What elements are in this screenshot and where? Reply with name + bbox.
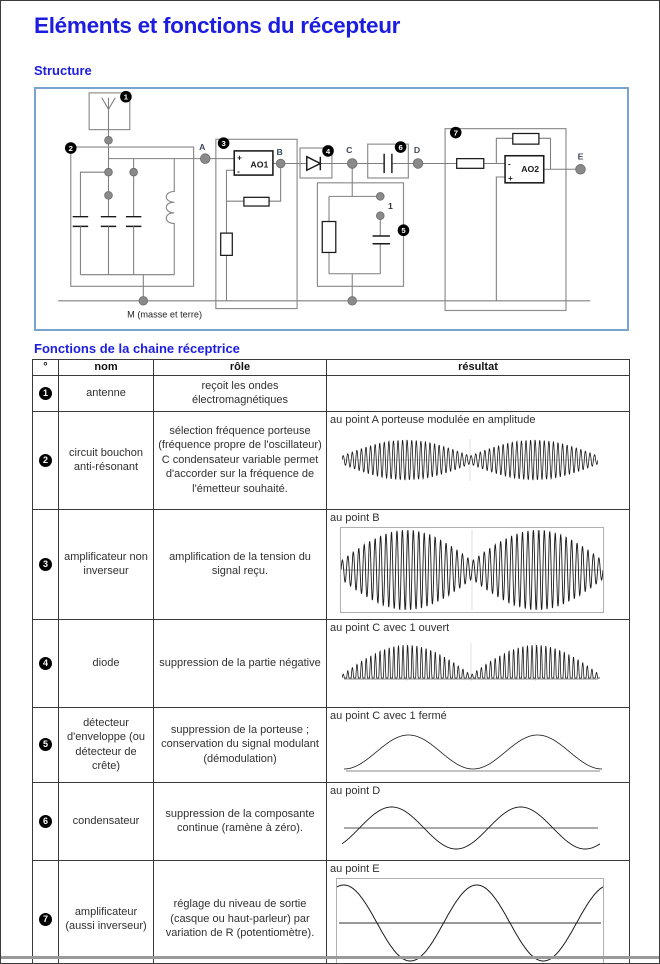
result-label: au point C avec 1 ouvert bbox=[330, 621, 450, 634]
table-row bbox=[33, 411, 630, 509]
node-label-c: C bbox=[346, 144, 353, 155]
row-number-cell bbox=[33, 619, 59, 707]
ao2-minus: - bbox=[507, 159, 511, 169]
amplifier-2 bbox=[423, 129, 576, 311]
header-nom: nom bbox=[59, 360, 154, 376]
svg-text:1: 1 bbox=[123, 92, 129, 102]
component-name-cell: antenne bbox=[59, 375, 154, 411]
circuit-diagram bbox=[34, 87, 629, 331]
node-label-a: A bbox=[199, 141, 206, 152]
result-label: au point B bbox=[330, 511, 380, 524]
table-row bbox=[33, 619, 630, 707]
svg-text:2: 2 bbox=[68, 143, 73, 153]
circuit-badge-6 bbox=[395, 141, 407, 153]
row-number-badge: 1 bbox=[39, 387, 52, 400]
structure-heading: Structure bbox=[34, 63, 92, 78]
node-label-b: B bbox=[276, 146, 283, 157]
row-number-cell bbox=[33, 707, 59, 782]
switch-contact-top bbox=[376, 192, 384, 200]
functions-table bbox=[32, 359, 630, 964]
component-name-cell: diode bbox=[59, 619, 154, 707]
row-number-badge: 4 bbox=[39, 657, 52, 670]
page-break-line bbox=[1, 956, 659, 959]
circuit-badge-5 bbox=[398, 224, 410, 236]
table-row bbox=[33, 860, 630, 964]
circuit-badge-2 bbox=[65, 142, 77, 154]
ao1-plus: + bbox=[237, 153, 242, 163]
row-number-badge: 7 bbox=[39, 913, 52, 926]
circuit-svg bbox=[36, 89, 623, 325]
role-cell: suppression de la partie négative bbox=[154, 619, 327, 707]
waveform-figure bbox=[342, 641, 600, 683]
circuit-badge-1 bbox=[120, 91, 132, 103]
table-row bbox=[33, 509, 630, 619]
circuit-badge-4 bbox=[322, 145, 334, 157]
waveform-figure bbox=[340, 527, 604, 613]
role-cell: reçoit les ondes électromagnétiques bbox=[154, 375, 327, 411]
role-cell: suppression de la composante continue (ramène à zéro). bbox=[154, 782, 327, 860]
table-heading: Fonctions de la chaine réceptrice bbox=[34, 341, 240, 356]
row-number-badge: 2 bbox=[39, 454, 52, 467]
result-label: au point A porteuse modulée en amplitude bbox=[330, 413, 536, 426]
role-cell: sélection fréquence porteuse (fréquence propre de l'oscillateur) C condensateur variable permet d'accorder sur la fréquence de l'émetteur souhaité. bbox=[154, 411, 327, 509]
inductor-icon bbox=[166, 159, 174, 275]
ao2-plus: + bbox=[507, 173, 513, 183]
result-label: au point D bbox=[330, 784, 381, 797]
ground-label: M (masse et terre) bbox=[127, 309, 203, 320]
result-cell bbox=[327, 509, 630, 619]
ao2-label: AO2 bbox=[521, 164, 540, 175]
result-cell bbox=[327, 782, 630, 860]
node-label-d: D bbox=[413, 144, 421, 155]
row-number-badge: 6 bbox=[39, 815, 52, 828]
node-label-e: E bbox=[577, 151, 584, 162]
result-cell bbox=[327, 375, 630, 411]
role-cell: amplification de la tension du signal reçu. bbox=[154, 509, 327, 619]
result-label: au point C avec 1 fermé bbox=[330, 709, 447, 722]
svg-text:7: 7 bbox=[453, 128, 458, 138]
header-role: rôle bbox=[154, 360, 327, 376]
row-number-cell bbox=[33, 411, 59, 509]
table-body bbox=[33, 375, 630, 964]
switch-contact-bottom bbox=[376, 212, 384, 220]
role-cell: réglage du niveau de sortie (casque ou haut-parleur) par variation de R (potentiomètre). bbox=[154, 860, 327, 964]
waveform-figure bbox=[344, 728, 602, 776]
result-cell bbox=[327, 860, 630, 964]
waveform-figure bbox=[342, 437, 598, 483]
row-number-badge: 3 bbox=[39, 558, 52, 571]
table-row bbox=[33, 782, 630, 860]
component-name-cell: amplificateur non inverseur bbox=[59, 509, 154, 619]
svg-text:3: 3 bbox=[221, 139, 226, 149]
component-name-cell: circuit bouchon anti-résonant bbox=[59, 411, 154, 509]
row-number-cell bbox=[33, 860, 59, 964]
result-cell bbox=[327, 411, 630, 509]
result-label: au point E bbox=[330, 862, 380, 875]
table-header-row bbox=[33, 360, 630, 376]
tuned-circuit bbox=[68, 136, 205, 300]
row-number-cell bbox=[33, 782, 59, 860]
header-resultat: résultat bbox=[327, 360, 630, 376]
amplifier-1 bbox=[210, 139, 300, 308]
component-name-cell: amplificateur (aussi inverseur) bbox=[59, 860, 154, 964]
circuit-badge-3 bbox=[218, 137, 230, 149]
component-name-cell: détecteur d'enveloppe (ou détecteur de crête) bbox=[59, 707, 154, 782]
table-row bbox=[33, 375, 630, 411]
waveform-figure bbox=[336, 878, 604, 964]
svg-text:4: 4 bbox=[325, 146, 331, 156]
circuit-badge-7 bbox=[450, 127, 462, 139]
envelope-detector bbox=[317, 168, 403, 301]
switch-label: 1 bbox=[388, 200, 393, 211]
ao1-label: AO1 bbox=[250, 159, 269, 170]
result-cell bbox=[327, 707, 630, 782]
row-number-cell bbox=[33, 375, 59, 411]
row-number-cell bbox=[33, 509, 59, 619]
row-number-badge: 5 bbox=[39, 738, 52, 751]
waveform-figure bbox=[342, 802, 600, 854]
ao1-minus: - bbox=[237, 167, 240, 177]
page-title: Eléments et fonctions du récepteur bbox=[34, 13, 401, 38]
component-name-cell: condensateur bbox=[59, 782, 154, 860]
svg-text:6: 6 bbox=[398, 142, 403, 152]
result-cell bbox=[327, 619, 630, 707]
table-row bbox=[33, 707, 630, 782]
svg-text:5: 5 bbox=[401, 226, 406, 236]
header-num: ° bbox=[33, 360, 59, 376]
role-cell: suppression de la porteuse ; conservation du signal modulant (démodulation) bbox=[154, 707, 327, 782]
